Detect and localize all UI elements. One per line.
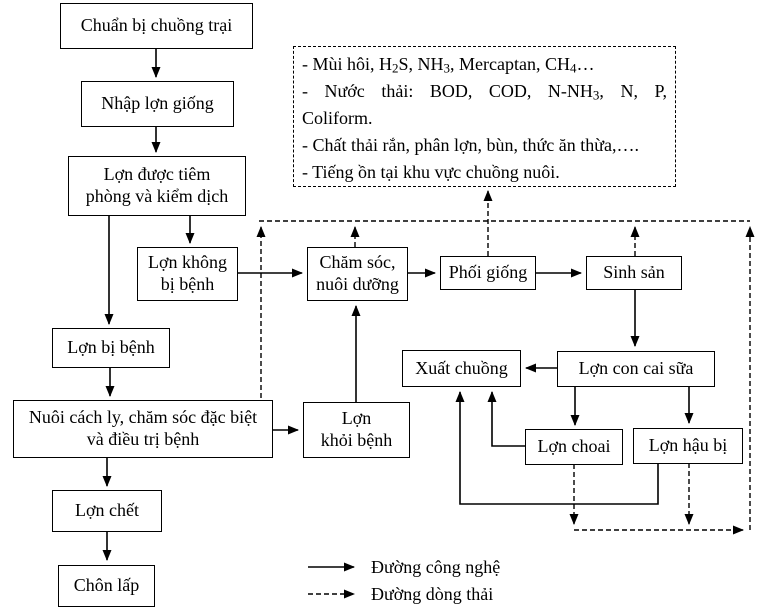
waste-line-coliform: Coliform. xyxy=(302,108,373,128)
node-label: Lợn con cai sữa xyxy=(578,358,694,379)
node-care-feeding xyxy=(307,247,408,301)
node-burial xyxy=(58,565,155,607)
waste-line-solid-waste: - Chất thải rắn, phân lợn, bùn, thức ăn thừa,…. xyxy=(302,135,639,155)
node-prepare-barn xyxy=(60,3,253,49)
node-label: Nuôi cách ly, chăm sóc đặc biệt xyxy=(28,407,258,428)
arrow-young-to-sale xyxy=(492,392,525,446)
node-label: Lợn xyxy=(341,408,372,429)
node-label: Lợn chết xyxy=(75,500,139,521)
node-label: Lợn bị bệnh xyxy=(67,337,155,358)
node-sale-out xyxy=(402,350,521,387)
node-breeding xyxy=(440,256,536,290)
waste-line-wastewater: - Nước thải: BOD, COD, $N-NH_3$, N, P, xyxy=(302,81,668,103)
legend-waste-label: Đường dòng thải xyxy=(371,584,494,604)
node-label: Lợn không xyxy=(147,252,227,273)
node-sick-pigs xyxy=(52,328,170,368)
node-label: Chôn lấp xyxy=(73,575,140,596)
waste-description-box xyxy=(293,46,676,187)
node-label: Phối giống xyxy=(448,262,528,283)
node-label: Lợn được tiêm xyxy=(103,164,211,185)
node-isolation-care xyxy=(13,400,273,458)
waste-line-noise: - Tiếng ồn tại khu vực chuồng nuôi. xyxy=(302,162,560,182)
node-import-pigs xyxy=(81,81,234,127)
node-label: Chuẩn bị chuồng trại xyxy=(80,15,233,36)
node-label: khỏi bệnh xyxy=(320,430,393,450)
node-label: Lợn choai xyxy=(537,436,611,457)
node-label: phòng và kiểm dịch xyxy=(85,186,229,206)
node-label: Chăm sóc, xyxy=(319,252,396,273)
node-vaccinated-quarantined xyxy=(68,156,246,216)
node-reproduction xyxy=(586,256,682,290)
node-recovered-pigs xyxy=(303,402,410,458)
node-replacement-pigs xyxy=(633,428,743,464)
node-weaned-piglets xyxy=(557,351,715,387)
node-label: Xuất chuồng xyxy=(415,357,508,378)
node-label: bị bệnh xyxy=(160,274,215,294)
node-label: và điều trị bệnh xyxy=(86,429,200,449)
waste-line-odor: - Mùi hôi, $H_2S$, $NH_3$, Mercaptan, $CH_4\dots$ xyxy=(302,54,595,76)
node-label: Nhập lợn giống xyxy=(101,93,214,114)
node-label: Lợn hậu bị xyxy=(648,435,728,456)
node-dead-pigs xyxy=(52,490,162,532)
node-label: Sinh sản xyxy=(603,262,665,283)
node-healthy-pigs xyxy=(137,247,238,301)
node-young-pigs xyxy=(525,429,623,465)
node-label: nuôi dưỡng xyxy=(316,274,399,294)
legend-technology-label: Đường công nghệ xyxy=(371,557,501,577)
